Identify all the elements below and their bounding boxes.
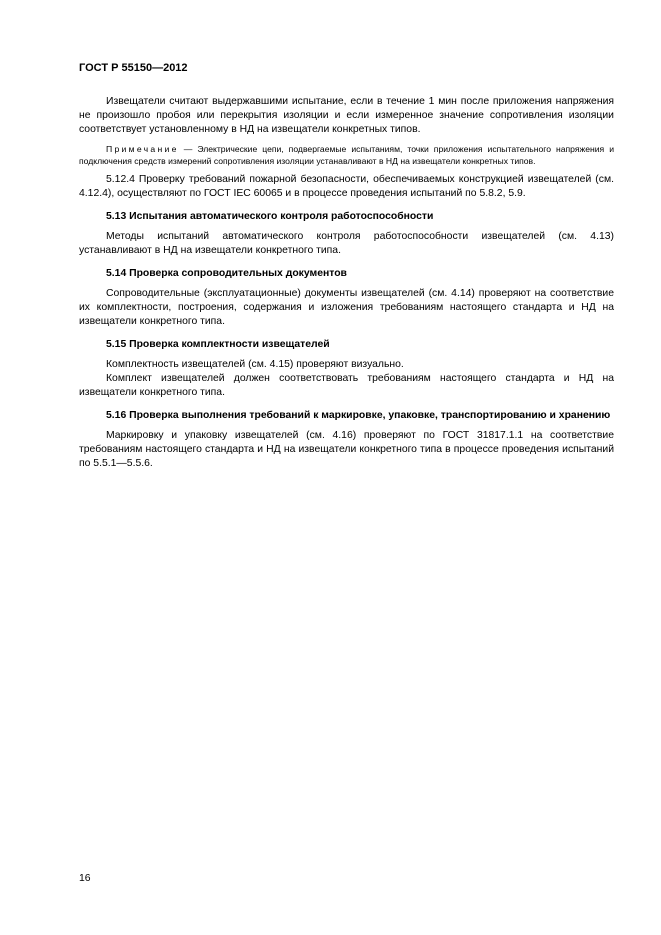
page-number: 16 xyxy=(79,873,91,884)
note-label: Примечание xyxy=(106,144,179,154)
section-text-5-15-a: Комплектность извещателей (см. 4.15) проверяют визуально. xyxy=(106,359,404,370)
document-header: ГОСТ Р 55150—2012 xyxy=(79,62,188,74)
section-heading-5-15: 5.15 Проверка комплектности извещателей xyxy=(106,339,330,350)
section-text-5-14: Сопроводительные (эксплуатационные) документы извещателей (см. 4.14) проверяют на соответствие их комплектности, построения, содержания и изложения требованиям настоящего стандарта и НД на извещатели конкретного типа. xyxy=(79,288,614,327)
section-text-5-15-b: Комплект извещателей должен соответствовать требованиям настоящего стандарта и НД на извещатели конкретного типа. xyxy=(79,373,614,398)
section-heading-5-14: 5.14 Проверка сопроводительных документов xyxy=(106,268,347,279)
document-body xyxy=(79,95,614,471)
section-text-5-13: Методы испытаний автоматического контроля работоспособности извещателей (см. 4.13) устанавливают в НД на извещатели конкретного типа. xyxy=(79,231,614,256)
note xyxy=(79,143,614,167)
section-text-5-16: Маркировку и упаковку извещателей (см. 4.16) проверяют по ГОСТ 31817.1.1 на соответствие требованиям настоящего стандарта и НД на извещатели конкретного типа в процессе проведения испытаний по 5.5.1—5.5.6. xyxy=(79,430,614,469)
paragraph-test-result: Извещатели считают выдержавшими испытание, если в течение 1 мин после приложения напряжения не произошло пробоя или перекрытия изоляции и если измеренное значение сопротивления изоляции соответствует установленному в НД на извещатели конкретных типов. xyxy=(79,96,614,135)
section-heading-5-16: 5.16 Проверка выполнения требований к маркировке, упаковке, транспортированию и хранению xyxy=(106,410,611,421)
note-text: — Электрические цепи, подвергаемые испытаниям, точки приложения испытательного напряжения и подключения средств измерений сопротивления изоляции устанавливают в НД на извещатели конкретных типов. xyxy=(79,144,614,166)
paragraph-5-12-4: 5.12.4 Проверку требований пожарной безопасности, обеспечиваемых конструкцией извещателей (см. 4.12.4), осуществляют по ГОСТ IEC 60065 и в процессе проведения испытаний по 5.8.2, 5.9. xyxy=(79,174,614,199)
section-heading-5-13: 5.13 Испытания автоматического контроля работоспособности xyxy=(106,211,434,222)
